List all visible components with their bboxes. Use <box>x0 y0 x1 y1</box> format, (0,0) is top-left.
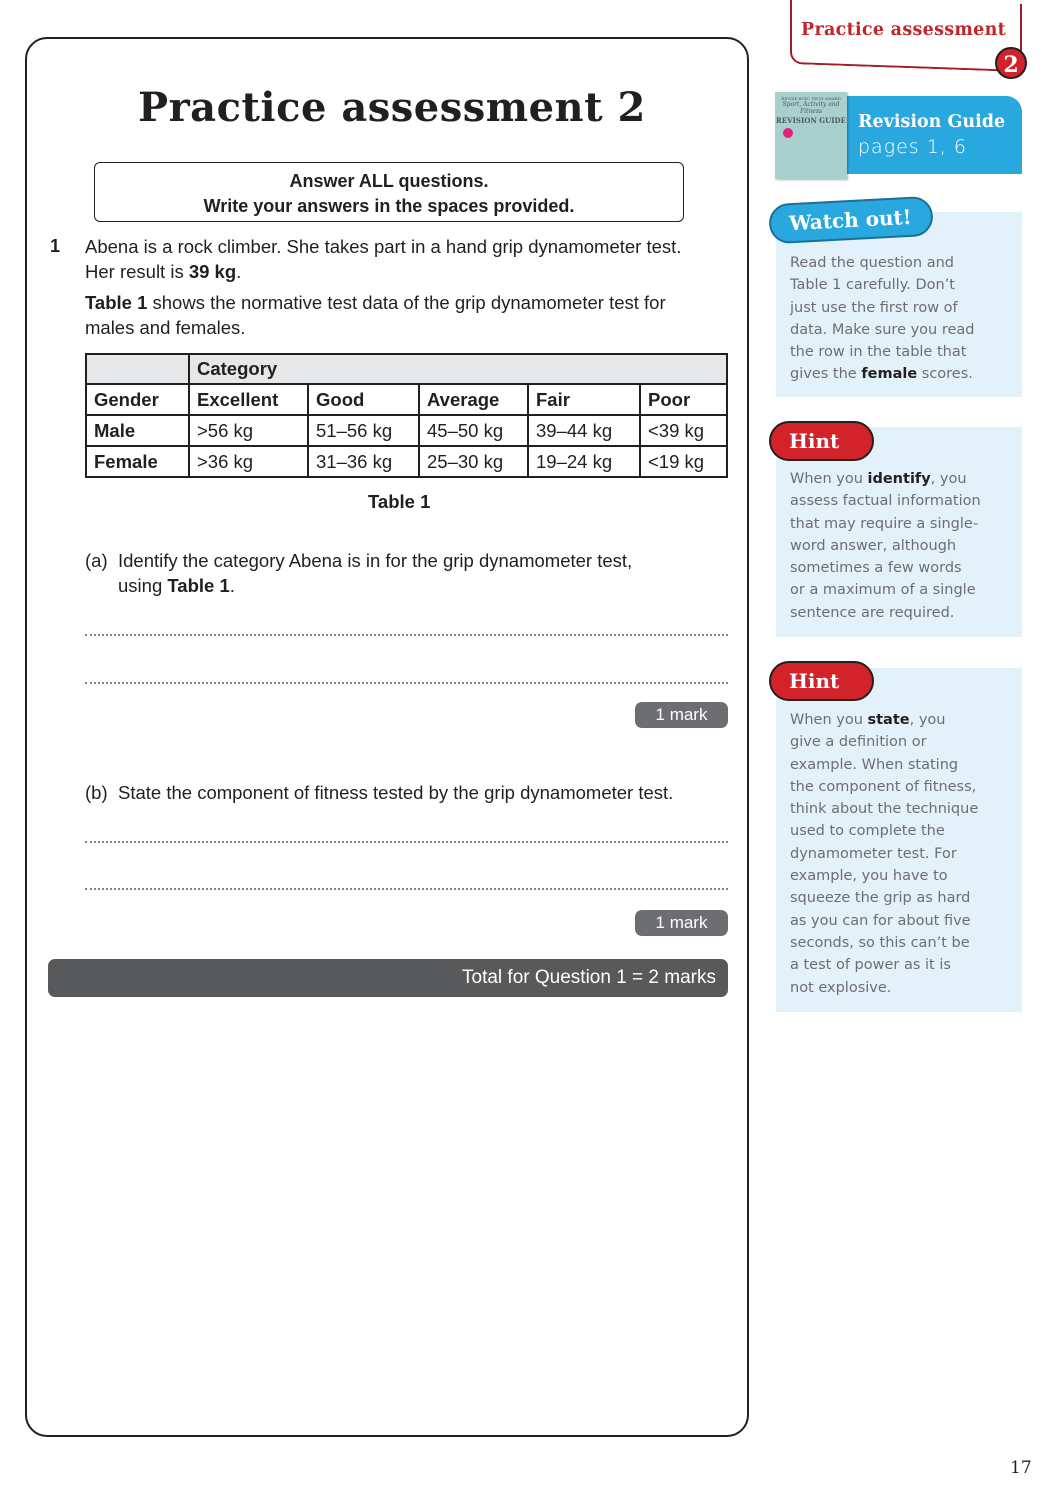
cover-line: REVISION GUIDE <box>776 116 846 125</box>
watch-out-bold: female <box>861 366 918 383</box>
instruction-line: Write your answers in the spaces provided. <box>203 196 575 216</box>
hint-label: Hint <box>769 421 874 461</box>
hint-line: word answer, although <box>790 537 957 554</box>
table-header: Fair <box>528 384 640 415</box>
table-ref-text: shows the normative test data of the grip dynamometer test for <box>147 292 666 313</box>
table-header: Gender <box>86 384 189 415</box>
table-cell: Male <box>86 415 189 446</box>
hint-line: not explosive. <box>790 979 892 996</box>
table-ref-bold: Table 1 <box>85 292 148 313</box>
hint-line: give a definition or <box>790 734 927 751</box>
watch-out-line: data. Make sure you read <box>790 321 975 338</box>
hint-line <box>790 709 1012 731</box>
part-b-question <box>85 780 673 805</box>
table-header: Average <box>419 384 528 415</box>
part-a-text: . <box>229 575 235 596</box>
table-cell: 45–50 kg <box>419 415 528 446</box>
table-header: Good <box>308 384 419 415</box>
table-cell: 19–24 kg <box>528 446 640 477</box>
hint-line: used to complete the <box>790 823 945 840</box>
table-caption: Table 1 <box>368 491 431 512</box>
hint-text: , you <box>909 712 946 728</box>
table-cell: <39 kg <box>640 415 727 446</box>
table-cell-empty <box>86 354 189 384</box>
table-cell: >56 kg <box>189 415 308 446</box>
table-row <box>86 415 727 446</box>
question-intro <box>85 234 735 284</box>
hint-line: example. When stating <box>790 756 959 773</box>
table-header-row <box>86 384 727 415</box>
intro-line: Abena is a rock climber. She takes part in a hand grip dynamometer test. <box>85 236 682 257</box>
hint-bold: state <box>867 712 910 728</box>
watch-out-line: Read the question and <box>790 255 954 271</box>
hint-box-state <box>776 668 1022 1012</box>
page-title: Practice assessment 2 <box>138 84 646 131</box>
revision-guide-title: Revision Guide <box>858 112 1006 132</box>
cover-badge-icon <box>783 128 793 138</box>
instruction-line: Answer ALL questions. <box>289 171 489 191</box>
hint-line: seconds, so this can’t be <box>790 934 970 951</box>
answer-line-a1[interactable] <box>85 634 728 636</box>
answer-line-b2[interactable] <box>85 888 728 890</box>
watch-out-line: just use the first row of <box>790 299 958 316</box>
hint-line: sometimes a few words <box>790 560 962 577</box>
hint-text: , you <box>930 471 967 487</box>
watch-out-line: Table 1 carefully. Don’t <box>790 277 955 294</box>
table-ref-line: males and females. <box>85 317 246 338</box>
cover-line: REVISE BTEC TECH AWARD <box>781 96 841 101</box>
table-cell: 31–36 kg <box>308 446 419 477</box>
hint-line: assess factual information <box>790 493 981 510</box>
hint-line: the component of fitness, <box>790 778 977 795</box>
part-letter: (b) <box>85 782 108 803</box>
hint-bold: identify <box>867 471 931 487</box>
part-b-text: State the component of fitness tested by the grip dynamometer test. <box>118 782 674 803</box>
hint-line: example, you have to <box>790 868 948 885</box>
intro-line <box>85 259 735 284</box>
normative-data-table <box>85 353 728 478</box>
watch-out-line <box>790 363 1012 385</box>
marks-badge: 1 mark <box>635 702 728 728</box>
result-value: 39 kg <box>188 261 237 282</box>
answer-line-a2[interactable] <box>85 682 728 684</box>
hint-text: When you <box>790 471 868 487</box>
table-cell: Female <box>86 446 189 477</box>
hint-line: think about the technique <box>790 801 979 818</box>
hint-line: dynamometer test. For <box>790 845 957 862</box>
part-a-text: using <box>118 575 168 596</box>
table-super-header-row <box>86 354 727 384</box>
part-letter: (a) <box>85 550 108 571</box>
hint-line: that may require a single- <box>790 515 979 532</box>
table-cell: 51–56 kg <box>308 415 419 446</box>
section-tab-label: Practice assessment <box>801 20 1007 40</box>
table-cell: 25–30 kg <box>419 446 528 477</box>
table-super-header: Category <box>189 354 727 384</box>
hint-line: as you can for about five <box>790 912 971 929</box>
table-cell: <19 kg <box>640 446 727 477</box>
cover-line: Sport, Activity and Fitness <box>782 101 840 115</box>
hint-text: When you <box>790 712 868 728</box>
part-a-bold: Table 1 <box>167 575 230 596</box>
table-header: Poor <box>640 384 727 415</box>
part-a-text: Identify the category Abena is in for the grip dynamometer test, <box>118 550 633 571</box>
table-cell: >36 kg <box>189 446 308 477</box>
hint-line: or a maximum of a single <box>790 582 976 599</box>
hint-line <box>790 468 1012 490</box>
answer-line-b1[interactable] <box>85 841 728 843</box>
revision-guide-pages: pages 1, 6 <box>858 136 967 158</box>
instructions-box <box>94 162 684 222</box>
watch-out-line: the row in the table that <box>790 344 967 361</box>
table-reference <box>85 290 735 340</box>
table-ref-line <box>85 290 735 315</box>
revision-guide-cover-image <box>775 92 847 179</box>
watch-out-text: gives the <box>790 366 862 383</box>
part-a-question <box>85 548 632 598</box>
question-number: 1 <box>50 236 61 256</box>
section-tab-number: 2 <box>995 47 1027 79</box>
intro-text: Her result is <box>85 261 189 282</box>
marks-badge: 1 mark <box>635 910 728 936</box>
hint-line: a test of power as it is <box>790 957 951 974</box>
intro-text: . <box>236 261 242 282</box>
table-row <box>86 446 727 477</box>
hint-label: Hint <box>769 661 874 701</box>
table-cell: 39–44 kg <box>528 415 640 446</box>
hint-line: squeeze the grip as hard <box>790 890 971 907</box>
table-header: Excellent <box>189 384 308 415</box>
hint-line: sentence are required. <box>790 604 955 621</box>
watch-out-label: Watch out! <box>768 196 934 245</box>
total-marks-bar: Total for Question 1 = 2 marks <box>48 959 728 997</box>
watch-out-text: scores. <box>917 366 973 383</box>
page-number: 17 <box>1010 1458 1032 1478</box>
